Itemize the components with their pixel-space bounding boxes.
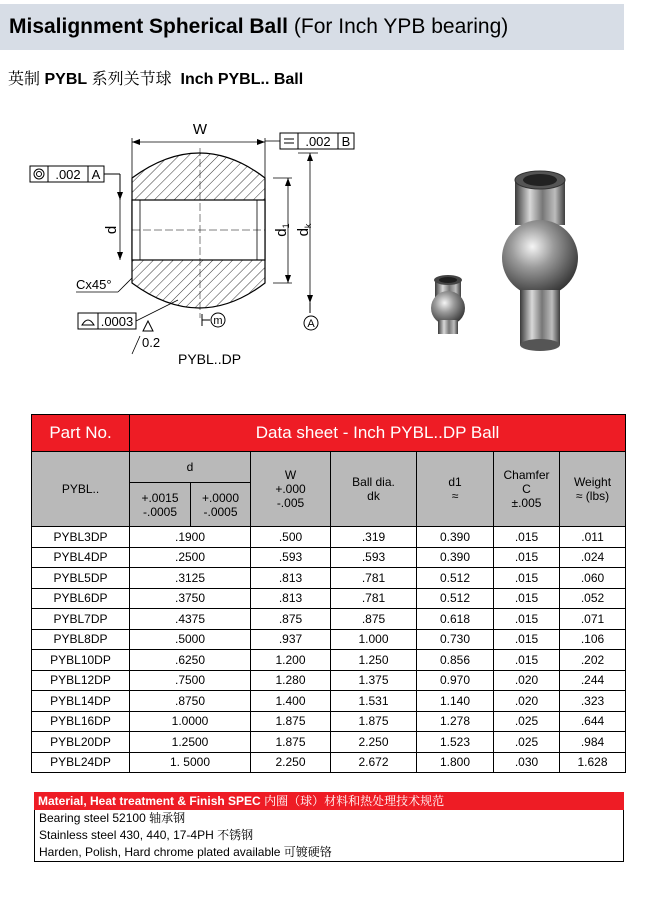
cell-dk: .875 — [331, 609, 417, 630]
cell-c: .015 — [494, 609, 560, 630]
cell-d: 1.2500 — [130, 732, 251, 753]
spec-section — [34, 792, 624, 862]
cell-wt: .011 — [560, 527, 626, 548]
cell-d1: 0.730 — [417, 629, 494, 650]
cell-c: .015 — [494, 527, 560, 548]
cell-w: 1.875 — [251, 711, 331, 732]
cell-dk: 2.672 — [331, 752, 417, 773]
cell-dk: 1.000 — [331, 629, 417, 650]
cell-wt: .060 — [560, 568, 626, 589]
table-row — [32, 609, 626, 630]
cell-wt: .202 — [560, 650, 626, 671]
table-row — [32, 711, 626, 732]
cell-dk: .319 — [331, 527, 417, 548]
cell-d1: 1.278 — [417, 711, 494, 732]
cell-part: PYBL8DP — [32, 629, 130, 650]
cell-d1: 1.800 — [417, 752, 494, 773]
cell-d1: 0.970 — [417, 670, 494, 691]
cell-dk: .781 — [331, 588, 417, 609]
cell-c: .015 — [494, 650, 560, 671]
w-label: W — [192, 121, 208, 138]
roughness-label: 0.2 — [142, 335, 161, 350]
table-row — [32, 670, 626, 691]
table-row — [32, 547, 626, 568]
subtitle-english: Inch PYBL.. Ball — [180, 71, 304, 88]
cell-d1: 0.390 — [417, 527, 494, 548]
cell-d1: 0.390 — [417, 547, 494, 568]
cell-part: PYBL6DP — [32, 588, 130, 609]
cell-d: .3750 — [130, 588, 251, 609]
data-sheet-table — [31, 414, 626, 773]
cell-w: .813 — [251, 568, 331, 589]
cell-wt: .052 — [560, 588, 626, 609]
series-cell: PYBL.. — [32, 452, 130, 527]
technical-drawing — [28, 118, 358, 373]
cell-wt: .024 — [560, 547, 626, 568]
cell-d: .2500 — [130, 547, 251, 568]
cell-dk: 2.250 — [331, 732, 417, 753]
cell-d: .7500 — [130, 670, 251, 691]
cell-c: .025 — [494, 732, 560, 753]
profile-tolerance — [78, 300, 178, 329]
svg-text:.002: .002 — [305, 134, 331, 149]
w-header: W +.000 -.005 — [251, 452, 331, 527]
cell-d1: 1.140 — [417, 691, 494, 712]
cell-dk: .781 — [331, 568, 417, 589]
cell-wt: .984 — [560, 732, 626, 753]
cell-dk: 1.531 — [331, 691, 417, 712]
table-row — [32, 588, 626, 609]
spec-line: Harden, Polish, Hard chrome plated available 可镀硬铬 — [39, 845, 332, 859]
cell-c: .015 — [494, 568, 560, 589]
cell-d1: 0.856 — [417, 650, 494, 671]
cell-wt: .106 — [560, 629, 626, 650]
cell-dk: .593 — [331, 547, 417, 568]
cell-wt: .323 — [560, 691, 626, 712]
parallelism-tolerance — [265, 133, 354, 149]
svg-text:.0003: .0003 — [100, 314, 134, 329]
drawing-caption: PYBL..DP — [178, 351, 242, 367]
cell-d: .4375 — [130, 609, 251, 630]
cell-part: PYBL12DP — [32, 670, 130, 691]
cell-part: PYBL4DP — [32, 547, 130, 568]
svg-text:A: A — [307, 318, 315, 330]
cell-part: PYBL24DP — [32, 752, 130, 773]
cell-d: 1.0000 — [130, 711, 251, 732]
cell-dk: 1.375 — [331, 670, 417, 691]
d-label: d — [103, 225, 120, 235]
svg-text:.002: .002 — [55, 167, 81, 182]
cell-w: .875 — [251, 609, 331, 630]
cell-d: 1. 5000 — [130, 752, 251, 773]
cell-w: .593 — [251, 547, 331, 568]
cell-part: PYBL7DP — [32, 609, 130, 630]
cell-c: .030 — [494, 752, 560, 773]
table-row — [32, 650, 626, 671]
cell-d: .6250 — [130, 650, 251, 671]
cell-w: 1.280 — [251, 670, 331, 691]
sheet-title: Data sheet - Inch PYBL..DP Ball — [130, 415, 626, 452]
cell-w: 2.250 — [251, 752, 331, 773]
chamfer-label: Cx45° — [76, 277, 112, 292]
page-title-note: (For Inch YPB bearing) — [293, 15, 509, 38]
cell-c: .020 — [494, 670, 560, 691]
cell-dk: 1.875 — [331, 711, 417, 732]
page-title: Misalignment Spherical Ball — [9, 15, 288, 38]
cell-w: .500 — [251, 527, 331, 548]
cell-d1: 1.523 — [417, 732, 494, 753]
spec-heading: Material, Heat treatment & Finish SPEC 内圈（球）材料和热处理技术规范 — [34, 792, 624, 810]
cell-c: .015 — [494, 588, 560, 609]
cell-w: .813 — [251, 588, 331, 609]
subtitle-chinese-desc: 系列关节球 — [91, 71, 172, 88]
spec-line: Stainless steel 430, 440, 17-4PH 不锈钢 — [39, 828, 254, 842]
cell-wt: 1.628 — [560, 752, 626, 773]
d-header: d — [130, 452, 251, 483]
cell-w: 1.400 — [251, 691, 331, 712]
cell-part: PYBL10DP — [32, 650, 130, 671]
cell-part: PYBL16DP — [32, 711, 130, 732]
cell-c: .025 — [494, 711, 560, 732]
cell-c: .015 — [494, 629, 560, 650]
table-row — [32, 691, 626, 712]
d1-label: d — [273, 228, 290, 237]
weight-header: Weight ≈ (lbs) — [560, 452, 626, 527]
table-row — [32, 732, 626, 753]
cell-part: PYBL3DP — [32, 527, 130, 548]
ball-header: Ball dia. dk — [331, 452, 417, 527]
subtitle-code: PYBL — [44, 71, 88, 88]
svg-text:d1: $d_1$ — [273, 223, 291, 237]
spec-line: Bearing steel 52100 轴承钢 — [39, 811, 186, 825]
svg-text:dk: $d_k$ — [295, 223, 313, 237]
cell-d: .1900 — [130, 527, 251, 548]
cell-c: .015 — [494, 547, 560, 568]
table-row — [32, 629, 626, 650]
cell-wt: .644 — [560, 711, 626, 732]
cell-d: .8750 — [130, 691, 251, 712]
cell-d1: 0.512 — [417, 568, 494, 589]
concentricity-tolerance — [30, 166, 123, 200]
cell-d1: 0.618 — [417, 609, 494, 630]
cell-d1: 0.512 — [417, 588, 494, 609]
cell-d: .5000 — [130, 629, 251, 650]
d-tol-1: +.0015 -.0005 — [130, 483, 191, 527]
svg-text:m: m — [213, 315, 223, 327]
subtitle-chinese: 英制 — [8, 71, 41, 88]
part-no-header: Part No. — [32, 415, 130, 452]
chamfer-header: Chamfer C ±.005 — [494, 452, 560, 527]
dk-label: d — [295, 228, 312, 237]
cell-dk: 1.250 — [331, 650, 417, 671]
cell-part: PYBL14DP — [32, 691, 130, 712]
cell-part: PYBL20DP — [32, 732, 130, 753]
product-photo — [405, 160, 605, 360]
cell-wt: .071 — [560, 609, 626, 630]
subtitle — [8, 66, 303, 89]
table-row — [32, 527, 626, 548]
cell-w: .937 — [251, 629, 331, 650]
svg-text:A: A — [91, 167, 101, 182]
table-row — [32, 752, 626, 773]
cell-wt: .244 — [560, 670, 626, 691]
cell-w: 1.200 — [251, 650, 331, 671]
title-bar — [0, 4, 624, 50]
table-row — [32, 568, 626, 589]
cell-d: .3125 — [130, 568, 251, 589]
cell-part: PYBL5DP — [32, 568, 130, 589]
cell-w: 1.875 — [251, 732, 331, 753]
d-tol-2: +.0000 -.0005 — [191, 483, 251, 527]
cell-c: .020 — [494, 691, 560, 712]
svg-text:B: B — [341, 134, 351, 149]
d1-header: d1 ≈ — [417, 452, 494, 527]
